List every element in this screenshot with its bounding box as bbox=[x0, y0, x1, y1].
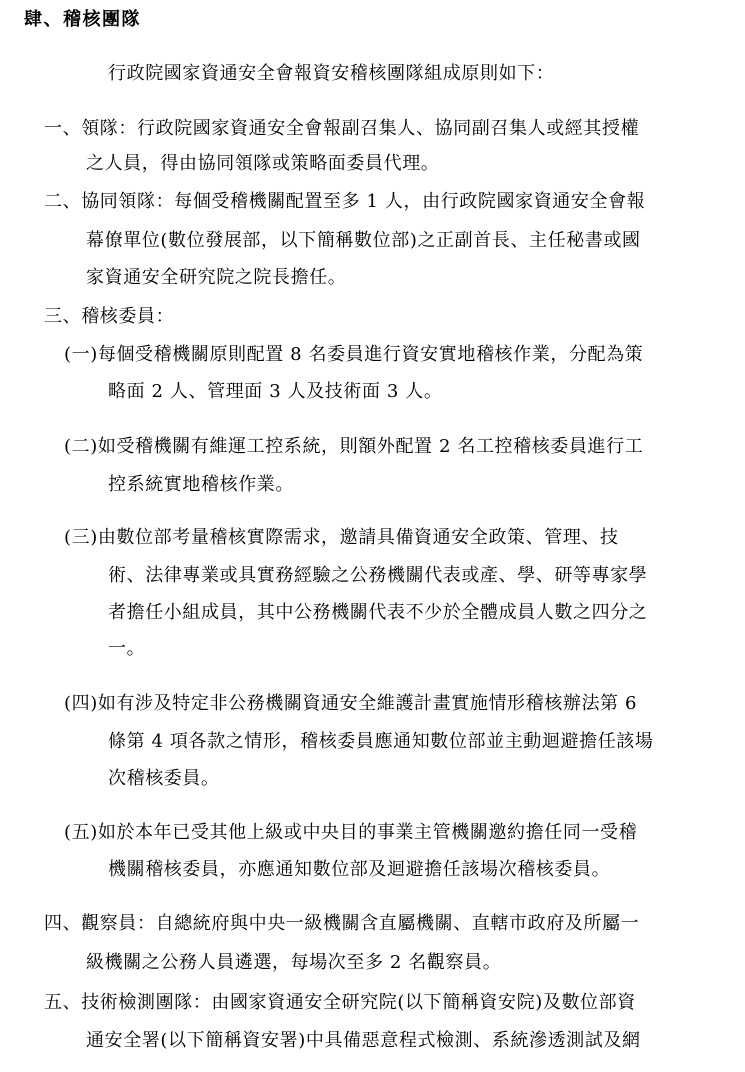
item-2-line-1: 二、協同領隊：每個受稽機關配置至多 1 人，由行政院國家資通安全會報 bbox=[44, 191, 646, 212]
subitem-1-line-1: (一)每個受稽機關原則配置 8 名委員進行資安實地稽核作業，分配為策 bbox=[64, 344, 644, 365]
item-4-line-2: 級機關之公務人員遴選，每場次至多 2 名觀察員。 bbox=[86, 952, 502, 973]
item-5-line-2: 通安全署(以下簡稱資安署)中具備惡意程式檢測、系統滲透測試及網 bbox=[86, 1030, 641, 1051]
subitem-5-line-1: (五)如於本年已受其他上級或中央目的事業主管機關邀約擔任同一受稽 bbox=[64, 822, 638, 843]
item-3-line-1: 三、稽核委員： bbox=[44, 306, 175, 327]
subitem-3-line-2: 術、法律專業或具實務經驗之公務機關代表或產、學、研等專家學 bbox=[108, 565, 648, 586]
item-1-line-2: 之人員，得由協同領隊或策略面委員代理。 bbox=[86, 153, 440, 174]
subitem-3-line-4: 一。 bbox=[108, 638, 146, 659]
subitem-4-line-2: 條第 4 項各款之情形，稽核委員應通知數位部並主動迴避擔任該場 bbox=[108, 731, 654, 752]
subitem-3-line-1: (三)由數位部考量稽核實際需求，邀請具備資通安全政策、管理、技 bbox=[64, 527, 619, 548]
subitem-2-line-2: 控系統實地稽核作業。 bbox=[108, 474, 294, 495]
item-2-line-3: 家資通安全研究院之院長擔任。 bbox=[86, 267, 347, 288]
subitem-5-line-2: 機關稽核委員，亦應通知數位部及迴避擔任該場次稽核委員。 bbox=[108, 859, 611, 880]
item-1-line-1: 一、領隊：行政院國家資通安全會報副召集人、協同副召集人或經其授權 bbox=[44, 118, 640, 139]
subitem-4-line-3: 次稽核委員。 bbox=[108, 768, 220, 789]
intro-paragraph: 行政院國家資通安全會報資安稽核團隊組成原則如下： bbox=[108, 63, 555, 84]
subitem-2-line-1: (二)如受稽機關有維運工控系統，則額外配置 2 名工控稽核委員進行工 bbox=[64, 436, 644, 457]
subitem-1-line-2: 略面 2 人、管理面 3 人及技術面 3 人。 bbox=[108, 381, 443, 402]
subitem-4-line-1: (四)如有涉及特定非公務機關資通安全維護計畫實施情形稽核辦法第 6 bbox=[64, 693, 638, 714]
item-4-line-1: 四、觀察員：自總統府與中央一級機關含直屬機關、直轄市政府及所屬一 bbox=[44, 913, 640, 934]
section-heading: 肆、稽核團隊 bbox=[24, 9, 141, 30]
item-5-line-1: 五、技術檢測團隊：由國家資通安全研究院(以下簡稱資安院)及數位部資 bbox=[44, 992, 636, 1013]
item-2-line-2: 幕僚單位(數位發展部，以下簡稱數位部)之正副首長、主任秘書或國 bbox=[86, 230, 641, 251]
subitem-3-line-3: 者擔任小組成員，其中公務機關代表不少於全體成員人數之四分之 bbox=[108, 602, 648, 623]
